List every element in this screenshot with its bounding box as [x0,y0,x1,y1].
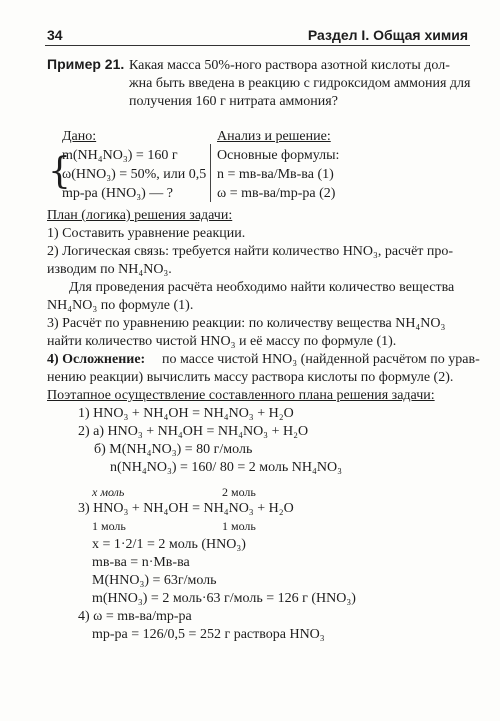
analysis-subtitle: Основные формулы: [217,148,340,163]
formula-2: ω = mв-ва/mр-ра (2) [217,186,336,201]
plan-step-3a: 3) Расчёт по уравнению реакции: по количеству вещества NH₄NO₃ [47,316,446,331]
plan-step-4a: по массе чистой HNO₃ (найденной расчётом по урав- [162,352,480,367]
analysis-title: Анализ и решение: [217,129,331,144]
step-4-formula: 4) ω = mв-ва/mр-ра [78,609,192,624]
step-3-mass-formula: mв-ва = n·Mв-ва [92,555,190,570]
given-divider [210,144,211,202]
plan-step-2d: NH₄NO₃ по формуле (1). [47,298,194,313]
problem-line-2: жна быть введена в реакцию с гидроксидом аммония для [129,76,471,91]
given-item-3: mр-ра (HNO₃) — ? [62,186,174,201]
given-brace: { [48,151,71,192]
problem-line-3: получения 160 г нитрата аммония? [129,94,338,109]
plan-step-3b: найти количество чистой HNO₃ и её массу по формуле (1). [47,334,397,349]
problem-line-1: Какая масса 50%-ного раствора азотной кислоты дол- [129,58,450,73]
given-item-1: m(NH₄NO₃) = 160 г [62,148,178,163]
steps-title: Поэтапное осуществление составленного плана решения задачи: [47,388,435,403]
step-3-molar-mass: M(HNO₃) = 63г/моль [92,573,217,588]
step-4-result: mр-ра = 126/0,5 = 252 г раствора HNO₃ [92,627,325,642]
plan-title: План (логика) решения задачи: [47,208,233,223]
page-number: 34 [47,27,63,43]
plan-step-4-label: 4) Осложнение: [47,352,146,367]
step-3-x-mol: x моль [92,485,125,499]
step-3-1-mol-b: 1 моль [222,519,256,533]
step-2b-amount: n(NH₄NO₃) = 160/ 80 = 2 моль NH₄NO₃ [110,460,342,475]
plan-step-2c: Для проведения расчёта необходимо найти количество вещества [69,280,455,295]
step-2a-equation: 2) а) HNO₃ + NH₄OH = NH₄NO₃ + H₂O [78,424,309,439]
section-title: Раздел I. Общая химия [307,27,468,43]
given-title: Дано: [62,129,97,144]
step-3-equation: 3) HNO₃ + NH₄OH = NH₄NO₃ + H₂O [78,501,294,516]
step-1-equation: 1) HNO₃ + NH₄OH = NH₄NO₃ + H₂O [78,406,294,421]
step-3-2-mol: 2 моль [222,485,256,499]
plan-step-2a: 2) Логическая связь: требуется найти количество HNO₃, расчёт про- [47,244,454,259]
plan-step-1: 1) Составить уравнение реакции. [47,226,246,241]
plan-step-2b: изводим по NH₄NO₃. [47,262,172,277]
step-2b-molar-mass: б) M(NH₄NO₃) = 80 г/моль [94,442,253,457]
step-3-mass-hno3: m(HNO₃) = 2 моль·63 г/моль = 126 г (HNO₃) [92,591,356,606]
given-item-2: ω(HNO₃) = 50%, или 0,5 [62,167,207,182]
step-3-x-calc: x = 1·2/1 = 2 моль (HNO₃) [92,537,246,552]
formula-1: n = mв-ва/Mв-ва (1) [217,167,334,182]
plan-step-4b: нению реакции) вычислить массу раствора кислоты по формуле (2). [47,370,454,385]
example-label: Пример 21. [47,56,125,72]
step-3-1-mol-a: 1 моль [92,519,126,533]
header-divider [45,45,470,46]
